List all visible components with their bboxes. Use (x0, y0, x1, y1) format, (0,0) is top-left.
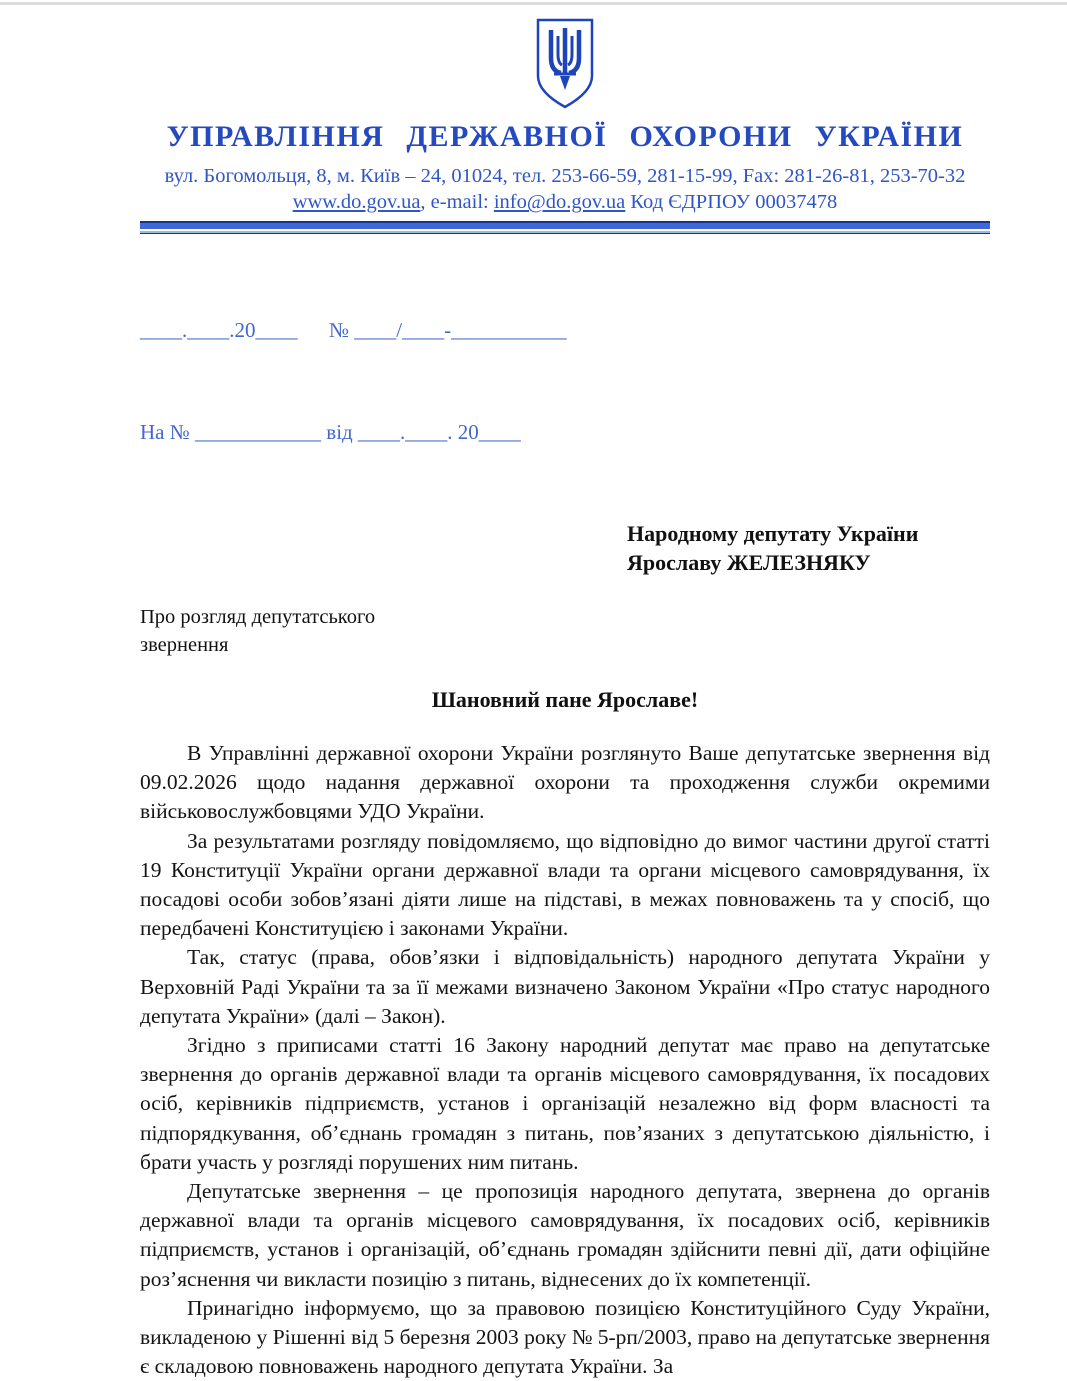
ukraine-trident-shield-icon (140, 0, 990, 110)
org-email: info@do.gov.ua (493, 191, 626, 213)
org-website: www.do.gov.ua (292, 191, 421, 213)
org-name: УПРАВЛІННЯ ДЕРЖАВНОЇ ОХОРОНИ УКРАЇНИ (166, 120, 964, 153)
letter-subject: Про розгляд депутатського звернення (140, 606, 376, 656)
recipient-title: Народному депутату України (627, 521, 919, 546)
body-paragraph: В Управлінні державної охорони України розглянуто Ваше депутатське звернення від 09.02.2026 щодо надання державної охорони та проходження служби окремими військовослужбовцями УДО України. (140, 741, 990, 824)
letter-body (140, 739, 990, 1381)
incoming-number-line: На № ____________ від ____.____. 20____ (140, 420, 521, 444)
body-paragraph: Депутатське звернення – це пропозиція народного депутата, звернена до органів державної влади та органів місцевого самоврядування, їх посадових осіб, керівників підприємств, установ і організацій, об’єднань громадян здійснити певні дії, дати офіційне роз’яснення чи викласти позицію з питань, віднесених до їх компетенції. (140, 1179, 990, 1291)
org-contacts (140, 191, 990, 214)
org-address: вул. Богомольця, 8, м. Київ – 24, 01024, тел. 253-66-59, 281-15-99, Fax: 281-26-81, 253-70-32 (164, 165, 966, 187)
email-label: , e-mail: (420, 191, 494, 213)
recipient-name: Ярославу ЖЕЛЕЗНЯКУ (627, 550, 871, 575)
body-paragraph: Так, статус (права, обов’язки і відповідальність) народного депутата України у Верховній Раді України та за її межами визначено Законом України «Про статус народного депутата України» (далі – Закон). (140, 945, 990, 1028)
recipient-block (627, 519, 990, 577)
salutation: Шановний пане Ярославе! (431, 687, 699, 712)
reference-number-block (140, 245, 990, 517)
outgoing-number-line: ____.____.20____ № ____/____-___________ (140, 318, 567, 342)
letterhead-divider (140, 221, 990, 234)
org-edrpou-code: Код ЄДРПОУ 00037478 (625, 191, 838, 213)
body-paragraph: За результатами розгляду повідомляємо, що відповідно до вимог частини другої статті 19 Конституції України органи державної влади та органи місцевого самоврядування, їх посадові особи зобов’язані діяти лише на підставі, в межах повноважень та у спосіб, що передбачені Конституцією і законами України. (140, 828, 990, 941)
body-paragraph: Згідно з приписами статті 16 Закону народний депутат має право на депутатське звернення до органів державної влади та органів місцевого самоврядування, їх посадових осіб, керівників підприємств, установ і організацій незалежно від форм власності та підпорядкування, об’єднань громадян з питань, пов’язаних з депутатською діяльністю, і брати участь у розгляді порушених ним питань. (140, 1033, 990, 1174)
letter-content (140, 0, 990, 1381)
body-paragraph: Принагідно інформуємо, що за правовою позицією Конституційного Суду України, викладеною у Рішенні від 5 березня 2003 року № 5-рп/2003, право на депутатське звернення є складовою повноважень народного депутата України. За (140, 1295, 990, 1379)
letterhead (140, 0, 990, 234)
